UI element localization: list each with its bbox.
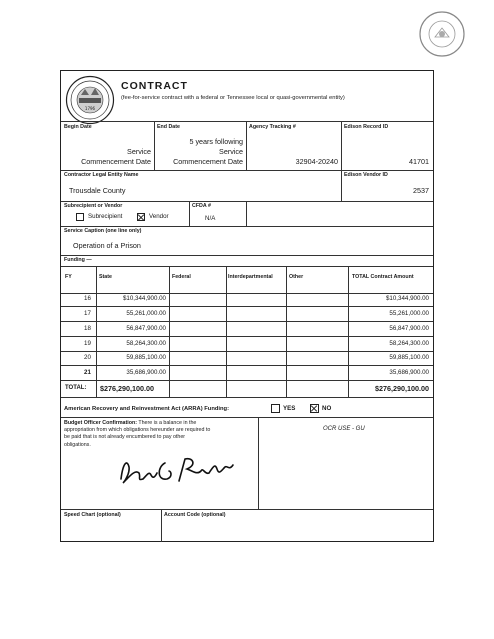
funding-label: Funding — bbox=[64, 257, 92, 263]
table-row-state: 56,847,900.00 bbox=[126, 325, 166, 332]
cfda-value: N/A bbox=[205, 215, 216, 222]
ocr-use-label: OCR USE - GU bbox=[323, 426, 365, 432]
table-row-state: 55,261,000.00 bbox=[126, 310, 166, 317]
arra-yes-label: YES bbox=[283, 405, 296, 412]
table-row-fy: 21 bbox=[84, 369, 91, 376]
col-header-interdepartmental: Interdepartmental bbox=[228, 274, 273, 280]
table-row-total: 55,261,000.00 bbox=[389, 310, 429, 317]
arra-no-checkbox[interactable] bbox=[310, 404, 319, 413]
subrecipient-label: Subrecipient bbox=[88, 213, 123, 220]
table-row-fy: 18 bbox=[84, 325, 91, 332]
sub-or-vendor-label: Subrecipient or Vendor bbox=[64, 203, 123, 209]
budget-text-l3: be paid that is not already encumbered to pay other bbox=[64, 434, 186, 441]
agency-tracking-value: 32904-20240 bbox=[295, 157, 338, 166]
budget-officer-signature bbox=[113, 453, 243, 489]
col-header-federal: Federal bbox=[172, 274, 191, 280]
table-row-total: 35,686,900.00 bbox=[389, 369, 429, 376]
vendor-id-value: 2537 bbox=[413, 186, 429, 195]
table-row-state: 58,264,300.00 bbox=[126, 340, 166, 347]
account-code-label: Account Code (optional) bbox=[164, 512, 226, 518]
budget-officer-confirmation bbox=[64, 420, 256, 449]
budget-text-l4: obligations. bbox=[64, 441, 91, 448]
begin-date-label: Begin Date bbox=[64, 124, 92, 130]
contract-title: CONTRACT bbox=[121, 80, 188, 92]
svg-text:1796: 1796 bbox=[84, 106, 96, 111]
end-date-line1: 5 years following bbox=[189, 137, 243, 146]
total-contract: $276,290,100.00 bbox=[375, 384, 429, 393]
vendor-id-label: Edison Vendor ID bbox=[344, 172, 388, 178]
service-caption-label: Service Caption (one line only) bbox=[64, 228, 142, 234]
end-date-line3: Commencement Date bbox=[173, 157, 243, 166]
end-date-label: End Date bbox=[157, 124, 180, 130]
col-header-total: TOTAL Contract Amount bbox=[352, 274, 414, 280]
table-row-state: 35,686,900.00 bbox=[126, 369, 166, 376]
speed-chart-label: Speed Chart (optional) bbox=[64, 512, 121, 518]
table-row-total: 59,885,100.00 bbox=[389, 354, 429, 361]
vendor-label: Vendor bbox=[149, 213, 169, 220]
budget-text-l2: appropriation from which obligations hereunder are required to bbox=[64, 427, 211, 434]
table-row-state: $10,344,900.00 bbox=[122, 295, 166, 302]
budget-heading: Budget Officer Confirmation: bbox=[64, 420, 137, 426]
arra-no-label: NO bbox=[322, 405, 332, 412]
table-row-total: $10,344,900.00 bbox=[385, 295, 429, 302]
contract-form bbox=[60, 70, 434, 542]
edison-record-value: 41701 bbox=[409, 157, 429, 166]
table-row-total: 56,847,900.00 bbox=[389, 325, 429, 332]
contract-subtitle: (fee-for-service contract with a federal or Tennessee local or quasi-governmental entity) bbox=[121, 95, 345, 101]
agency-tracking-label: Agency Tracking # bbox=[249, 124, 296, 130]
col-header-fy: FY bbox=[65, 274, 72, 280]
table-row-fy: 20 bbox=[84, 354, 91, 361]
state-seal-icon bbox=[65, 75, 115, 125]
arra-yes-checkbox[interactable] bbox=[271, 404, 280, 413]
edison-record-label: Edison Record ID bbox=[344, 124, 389, 130]
cfda-label: CFDA # bbox=[192, 203, 211, 209]
col-header-state: State bbox=[99, 274, 112, 280]
begin-date-line1: Service bbox=[127, 147, 151, 156]
total-state: $276,290,100.00 bbox=[100, 384, 154, 393]
legal-entity-label: Contractor Legal Entity Name bbox=[64, 172, 139, 178]
col-header-other: Other bbox=[289, 274, 304, 280]
end-date-line2: Service bbox=[219, 147, 243, 156]
table-row-total: 58,264,300.00 bbox=[389, 340, 429, 347]
service-caption-value: Operation of a Prison bbox=[73, 241, 141, 250]
total-label: TOTAL: bbox=[65, 385, 87, 391]
subrecipient-checkbox[interactable] bbox=[76, 213, 84, 221]
budget-text-l1: There is a balance in the bbox=[138, 420, 197, 426]
table-row-fy: 19 bbox=[84, 340, 91, 347]
table-row-fy: 17 bbox=[84, 310, 91, 317]
begin-date-line2: Commencement Date bbox=[81, 157, 151, 166]
corner-seal bbox=[418, 10, 466, 58]
arra-label: American Recovery and Reinvestment Act (ARRA) Funding: bbox=[64, 406, 230, 412]
legal-entity-value: Trousdale County bbox=[69, 186, 126, 195]
table-row-state: 59,885,100.00 bbox=[126, 354, 166, 361]
vendor-checkbox[interactable] bbox=[137, 213, 145, 221]
table-row-fy: 16 bbox=[84, 295, 91, 302]
